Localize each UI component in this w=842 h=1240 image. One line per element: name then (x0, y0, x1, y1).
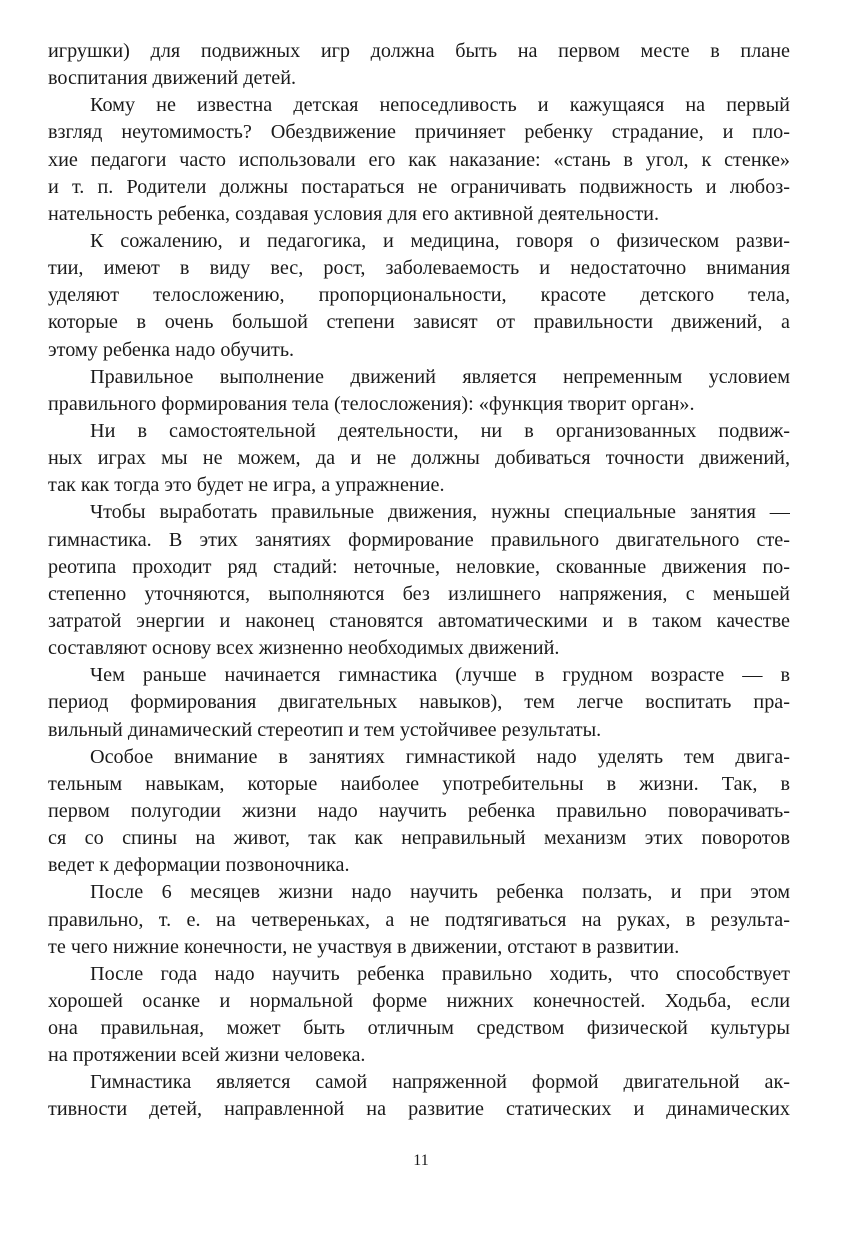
text-line: После года надо научить ребенка правильно ходить, что способствует (90, 962, 790, 985)
text-line: так как тогда это будет не игра, а упражнение. (48, 474, 445, 497)
text-line: хорошей осанке и нормальной форме нижних конечностей. Ходьба, если (48, 989, 790, 1012)
text-line: правильно, т. е. на четвереньках, а не подтягиваться на руках, в результа- (48, 908, 790, 931)
text-line: первом полугодии жизни надо научить ребенка правильно поворачивать- (48, 799, 790, 822)
text-line: После 6 месяцев жизни надо научить ребенка ползать, и при этом (90, 881, 790, 904)
text-line: хие педагоги часто использовали его как наказание: «стань в угол, к стенке» (48, 148, 790, 171)
text-line: она правильная, может быть отличным средством физической культуры (48, 1017, 790, 1040)
text-line: те чего нижние конечности, не участвуя в движении, отстают в развитии. (48, 935, 680, 958)
text-line: тивности детей, направленной на развитие статических и динамических (48, 1098, 790, 1121)
text-line: ведет к деформации позвоночника. (48, 854, 350, 877)
text-line: составляют основу всех жизненно необходимых движений. (48, 637, 560, 660)
text-line: воспитания движений детей. (48, 67, 297, 90)
text-line: Чтобы выработать правильные движения, нужны специальные занятия — (90, 501, 790, 524)
text-line: которые в очень большой степени зависят от правильности движений, а (48, 311, 790, 334)
text-line: Гимнастика является самой напряженной формой двигательной ак- (90, 1071, 790, 1094)
paragraph (48, 879, 790, 960)
text-line: Особое внимание в занятиях гимнастикой надо уделять тем двига- (90, 745, 790, 768)
paragraph (48, 364, 790, 418)
text-line: уделяют телосложению, пропорциональности, красоте детского тела, (48, 284, 790, 307)
text-line: нательность ребенка, создавая условия для его активной деятельности. (48, 202, 660, 225)
text-line: на протяжении всей жизни человека. (48, 1044, 366, 1067)
text-line: гимнастика. В этих занятиях формирование правильного двигательного сте- (48, 528, 790, 551)
paragraph (48, 92, 790, 228)
text-line: Правильное выполнение движений является непременным условием (90, 365, 790, 388)
text-line: взгляд неутомимость? Обездвижение причиняет ребенку страдание, и пло- (48, 121, 790, 144)
text-line: Кому не известна детская непоседливость и кажущаяся на первый (90, 94, 790, 117)
text-line: степенно уточняются, выполняются без излишнего напряжения, с меньшей (48, 582, 790, 605)
paragraph (48, 1069, 790, 1123)
paragraph (48, 499, 790, 662)
text-line: К сожалению, и педагогика, и медицина, говоря о физическом разви- (90, 229, 790, 252)
text-line: реотипа проходит ряд стадий: неточные, неловкие, скованные движения по- (48, 555, 790, 578)
text-line: правильного формирования тела (телосложения): «функция творит орган». (48, 392, 695, 415)
text-line: и т. п. Родители должны постараться не ограничивать подвижность и любоз- (48, 175, 790, 198)
paragraph (48, 418, 790, 499)
paragraph (48, 744, 790, 880)
text-line: ных играх мы не можем, да и не должны добиваться точности движений, (48, 447, 790, 470)
paragraph (48, 38, 790, 92)
paragraph (48, 961, 790, 1070)
page-number: 11 (413, 1152, 429, 1169)
text-line: этому ребенка надо обучить. (48, 338, 295, 361)
text-line: Ни в самостоятельной деятельности, ни в организованных подвиж- (90, 419, 790, 442)
text-line: затратой энергии и наконец становятся автоматическими и в таком качестве (48, 609, 790, 632)
page-text-body (48, 38, 790, 1124)
text-line: период формирования двигательных навыков), тем легче воспитать пра- (48, 691, 790, 714)
text-line: вильный динамический стереотип и тем устойчивее результаты. (48, 718, 602, 741)
text-line: тии, имеют в виду вес, рост, заболеваемость и недостаточно внимания (48, 257, 790, 280)
text-line: тельным навыкам, которые наиболее употребительны в жизни. Так, в (48, 772, 790, 795)
paragraph (48, 662, 790, 743)
text-line: Чем раньше начинается гимнастика (лучше в грудном возрасте — в (90, 664, 790, 687)
text-line: игрушки) для подвижных игр должна быть на первом месте в плане (48, 40, 790, 62)
text-line: ся со спины на живот, так как неправильный механизм этих поворотов (48, 827, 790, 850)
paragraph (48, 228, 790, 364)
